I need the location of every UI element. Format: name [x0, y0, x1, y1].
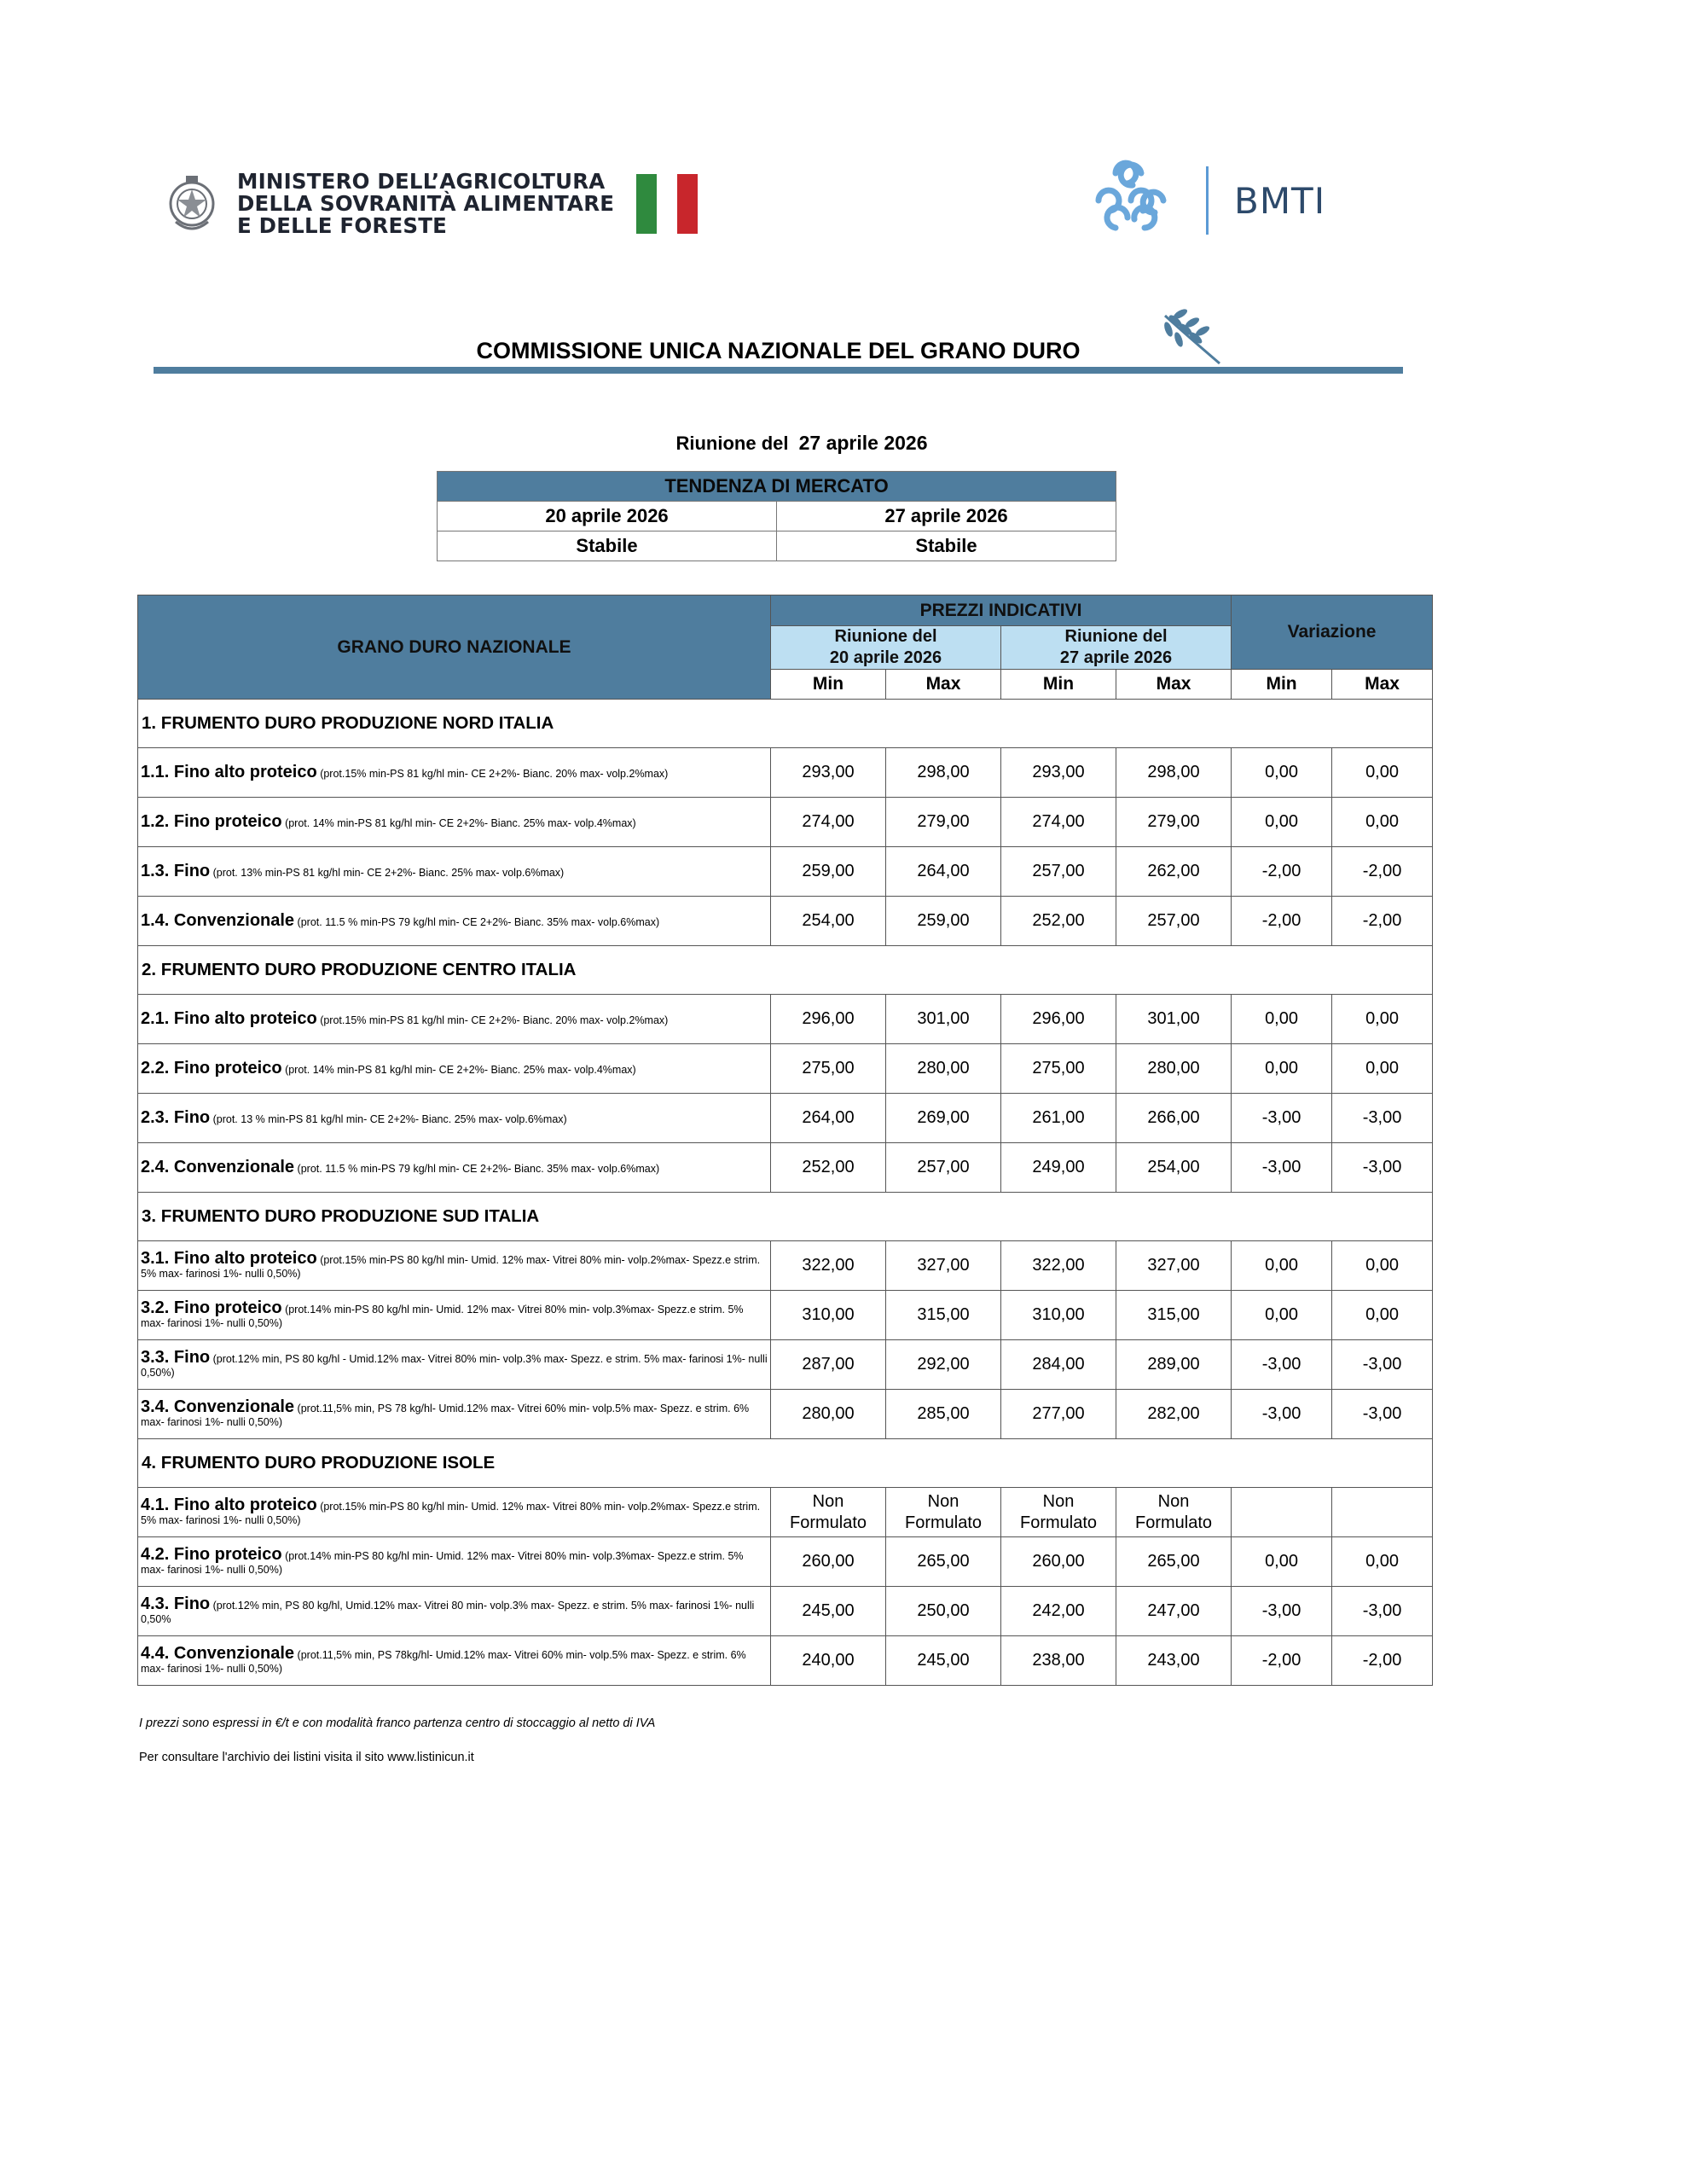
price-cell: 0,00 — [1232, 1291, 1332, 1340]
section-row — [138, 1193, 1433, 1241]
price-cell: -3,00 — [1332, 1390, 1433, 1439]
section-title: 4. FRUMENTO DURO PRODUZIONE ISOLE — [138, 1439, 1433, 1488]
table-row — [138, 798, 1433, 847]
price-cell: 292,00 — [886, 1340, 1001, 1390]
price-cell: 298,00 — [1116, 748, 1232, 798]
title-divider — [154, 367, 1403, 374]
price-cell: 264,00 — [771, 1094, 886, 1143]
price-cell: 0,00 — [1232, 748, 1332, 798]
price-cell: 254,00 — [771, 897, 886, 946]
product-spec: (prot.12% min, PS 80 kg/hl - Umid.12% max- Vitrei 80% min- volp.3% max- Spezz. e strim. 5% max- farinosi 1%- nulli 0,50%) — [141, 1352, 768, 1379]
price-cell: 249,00 — [1001, 1143, 1116, 1193]
price-cell: 238,00 — [1001, 1636, 1116, 1686]
price-cell: Non Formulato — [1001, 1488, 1116, 1537]
product-name: 2.2. Fino proteico — [141, 1058, 282, 1077]
product-spec: (prot.12% min, PS 80 kg/hl, Umid.12% max- Vitrei 80 min- volp.3% max- Spezz. e strim. 5% max- farinosi 1%- nulli 0,50% — [141, 1599, 755, 1625]
price-cell: 250,00 — [886, 1587, 1001, 1636]
product-label — [138, 748, 771, 798]
table-row — [138, 995, 1433, 1044]
price-cell: 293,00 — [1001, 748, 1116, 798]
min-header: Min — [771, 670, 886, 700]
product-label — [138, 897, 771, 946]
product-name: 2.4. Convenzionale — [141, 1157, 295, 1176]
product-label — [138, 1291, 771, 1340]
price-cell: -3,00 — [1332, 1143, 1433, 1193]
price-cell: 257,00 — [886, 1143, 1001, 1193]
price-cell: 282,00 — [1116, 1390, 1232, 1439]
product-label — [138, 1044, 771, 1094]
table-row — [138, 1488, 1433, 1537]
price-cell: 284,00 — [1001, 1340, 1116, 1390]
price-cell: 265,00 — [886, 1537, 1001, 1587]
price-cell: 315,00 — [886, 1291, 1001, 1340]
meeting-line — [426, 432, 1177, 455]
prices-header: PREZZI INDICATIVI — [771, 595, 1232, 626]
meeting-date: 27 aprile 2026 — [798, 432, 928, 454]
price-cell: 265,00 — [1116, 1537, 1232, 1587]
price-cell: 264,00 — [886, 847, 1001, 897]
price-cell: 298,00 — [886, 748, 1001, 798]
price-cell: 275,00 — [771, 1044, 886, 1094]
price-cell: 262,00 — [1116, 847, 1232, 897]
price-cell: 242,00 — [1001, 1587, 1116, 1636]
price-cell: 279,00 — [1116, 798, 1232, 847]
section-row — [138, 946, 1433, 995]
table-row — [138, 1291, 1433, 1340]
product-name: 2.1. Fino alto proteico — [141, 1008, 317, 1028]
price-cell: 266,00 — [1116, 1094, 1232, 1143]
price-cell — [1332, 1488, 1433, 1537]
price-cell: 254,00 — [1116, 1143, 1232, 1193]
trend-value-2: Stabile — [777, 531, 1116, 561]
price-cell: -3,00 — [1232, 1143, 1332, 1193]
price-cell: 252,00 — [1001, 897, 1116, 946]
product-name: 4.4. Convenzionale — [141, 1643, 295, 1663]
bmti-logo — [1081, 154, 1325, 247]
price-cell: 0,00 — [1232, 798, 1332, 847]
product-label — [138, 1537, 771, 1587]
product-name: 3.3. Fino — [141, 1347, 211, 1367]
meeting-1-header — [771, 626, 1001, 670]
table-row — [138, 1636, 1433, 1686]
price-cell: 280,00 — [1116, 1044, 1232, 1094]
price-cell: 274,00 — [1001, 798, 1116, 847]
product-spec: (prot.14% min-PS 80 kg/hl min- Umid. 12% max- Vitrei 80% min- volp.3%max- Spezz.e strim. 5% max- farinosi 1%- nulli 0,50%) — [141, 1303, 744, 1329]
wheat-icon — [1158, 307, 1226, 369]
price-cell: -2,00 — [1232, 897, 1332, 946]
product-spec: (prot.15% min-PS 81 kg/hl min- CE 2+2%- Bianc. 20% max- volp.2%max) — [320, 1014, 669, 1026]
price-cell: 0,00 — [1332, 1291, 1433, 1340]
section-title: 2. FRUMENTO DURO PRODUZIONE CENTRO ITALIA — [138, 946, 1433, 995]
price-cell: 277,00 — [1001, 1390, 1116, 1439]
price-cell: 322,00 — [1001, 1241, 1116, 1291]
trend-date-1: 20 aprile 2026 — [438, 502, 777, 531]
max-header: Max — [1332, 670, 1433, 700]
product-label — [138, 995, 771, 1044]
table-row — [138, 1044, 1433, 1094]
product-label — [138, 1340, 771, 1390]
trend-title: TENDENZA DI MERCATO — [438, 472, 1116, 502]
price-cell: 0,00 — [1332, 995, 1433, 1044]
product-spec: (prot. 14% min-PS 81 kg/hl min- CE 2+2%- Bianc. 25% max- volp.4%max) — [285, 816, 636, 829]
price-cell: Non Formulato — [886, 1488, 1001, 1537]
price-cell: 274,00 — [771, 798, 886, 847]
product-label — [138, 1390, 771, 1439]
price-cell: 315,00 — [1116, 1291, 1232, 1340]
price-cell: 259,00 — [771, 847, 886, 897]
meeting-label: Riunione del — [675, 433, 789, 454]
price-cell: 0,00 — [1232, 995, 1332, 1044]
table-row — [138, 1241, 1433, 1291]
page-title: COMMISSIONE UNICA NAZIONALE DEL GRANO DURO — [476, 338, 1081, 363]
table-row — [138, 1537, 1433, 1587]
product-name: 1.3. Fino — [141, 861, 211, 880]
meeting-2-header — [1001, 626, 1232, 670]
price-cell: 327,00 — [886, 1241, 1001, 1291]
section-row — [138, 1439, 1433, 1488]
product-spec: (prot.15% min-PS 81 kg/hl min- CE 2+2%- Bianc. 20% max- volp.2%max) — [320, 767, 669, 780]
bmti-name: BMTI — [1234, 179, 1326, 222]
product-name: 4.1. Fino alto proteico — [141, 1495, 317, 1514]
product-name: 4.3. Fino — [141, 1594, 211, 1613]
archive-note: Per consultare l'archivio dei listini visita il sito www.listinicun.it — [139, 1751, 474, 1764]
table-row — [138, 897, 1433, 946]
price-cell: 285,00 — [886, 1390, 1001, 1439]
price-cell: 259,00 — [886, 897, 1001, 946]
variation-header: Variazione — [1232, 595, 1433, 670]
price-cell: -3,00 — [1232, 1340, 1332, 1390]
product-name: 1.4. Convenzionale — [141, 910, 295, 930]
price-cell: 279,00 — [886, 798, 1001, 847]
product-label — [138, 1241, 771, 1291]
product-spec: (prot.11,5% min, PS 78 kg/hl- Umid.12% max- Vitrei 60% min- volp.5% max- Spezz. e strim. 6% max- farinosi 1%- nulli 0,50%) — [141, 1402, 750, 1428]
max-header: Max — [886, 670, 1001, 700]
price-table — [137, 595, 1433, 1686]
ministry-logo — [167, 167, 698, 241]
price-cell: -3,00 — [1232, 1390, 1332, 1439]
bmti-swirl-icon — [1081, 156, 1182, 245]
table-row — [138, 1094, 1433, 1143]
price-cell: 296,00 — [771, 995, 886, 1044]
product-spec: (prot. 11.5 % min-PS 79 kg/hl min- CE 2+2%- Bianc. 35% max- volp.6%max) — [297, 1162, 660, 1175]
meeting-1-label: Riunione del — [834, 627, 937, 646]
price-cell: 0,00 — [1332, 1044, 1433, 1094]
price-cell: 252,00 — [771, 1143, 886, 1193]
product-label — [138, 847, 771, 897]
price-cell: Non Formulato — [1116, 1488, 1232, 1537]
ministry-line-2: DELLA SOVRANITÀ ALIMENTARE — [237, 191, 615, 216]
table-row — [138, 1340, 1433, 1390]
table-row — [138, 1390, 1433, 1439]
price-cell: 0,00 — [1332, 1241, 1433, 1291]
product-name: 4.2. Fino proteico — [141, 1544, 282, 1564]
price-cell: -2,00 — [1232, 847, 1332, 897]
trend-value-1: Stabile — [438, 531, 777, 561]
price-cell — [1232, 1488, 1332, 1537]
emblem-icon — [167, 169, 217, 239]
product-spec: (prot.11,5% min, PS 78kg/hl- Umid.12% max- Vitrei 60% min- volp.5% max- Spezz. e strim. 6% max- farinosi 1%- nulli 0,50%) — [141, 1648, 746, 1675]
meeting-2-date: 27 aprile 2026 — [1059, 648, 1173, 667]
max-header: Max — [1116, 670, 1232, 700]
price-cell: 327,00 — [1116, 1241, 1232, 1291]
price-cell: 310,00 — [771, 1291, 886, 1340]
section-row — [138, 700, 1433, 748]
product-name: 3.4. Convenzionale — [141, 1397, 295, 1416]
product-label — [138, 798, 771, 847]
price-cell: 245,00 — [886, 1636, 1001, 1686]
table-row — [138, 1143, 1433, 1193]
product-header: GRANO DURO NAZIONALE — [138, 595, 771, 700]
price-cell: 275,00 — [1001, 1044, 1116, 1094]
product-name: 3.1. Fino alto proteico — [141, 1248, 317, 1268]
section-title: 1. FRUMENTO DURO PRODUZIONE NORD ITALIA — [138, 700, 1433, 748]
product-spec: (prot.15% min-PS 80 kg/hl min- Umid. 12% max- Vitrei 80% min- volp.2%max- Spezz.e strim. 5% max- farinosi 1%- nulli 0,50%) — [141, 1500, 761, 1526]
table-row — [138, 847, 1433, 897]
table-row — [138, 748, 1433, 798]
product-label — [138, 1094, 771, 1143]
price-cell: -3,00 — [1232, 1094, 1332, 1143]
product-label — [138, 1636, 771, 1686]
price-cell: -3,00 — [1332, 1340, 1433, 1390]
product-name: 1.2. Fino proteico — [141, 811, 282, 831]
price-cell: 257,00 — [1001, 847, 1116, 897]
price-cell: -2,00 — [1332, 897, 1433, 946]
price-cell: -3,00 — [1332, 1094, 1433, 1143]
price-cell: 310,00 — [1001, 1291, 1116, 1340]
price-cell: 0,00 — [1232, 1241, 1332, 1291]
price-note: I prezzi sono espressi in €/t e con modalità franco partenza centro di stoccaggio al netto di IVA — [139, 1716, 656, 1730]
product-spec: (prot. 11.5 % min-PS 79 kg/hl min- CE 2+2%- Bianc. 35% max- volp.6%max) — [297, 915, 660, 928]
product-name: 2.3. Fino — [141, 1107, 211, 1127]
product-spec: (prot.14% min-PS 80 kg/hl min- Umid. 12% max- Vitrei 80% min- volp.3%max- Spezz.e strim. 5% max- farinosi 1%- nulli 0,50%) — [141, 1549, 744, 1576]
price-cell: 280,00 — [886, 1044, 1001, 1094]
meeting-1-date: 20 aprile 2026 — [829, 648, 942, 667]
price-cell: 289,00 — [1116, 1340, 1232, 1390]
price-cell: 261,00 — [1001, 1094, 1116, 1143]
price-cell: -3,00 — [1332, 1587, 1433, 1636]
price-cell: 0,00 — [1332, 1537, 1433, 1587]
price-cell: 260,00 — [1001, 1537, 1116, 1587]
product-spec: (prot. 14% min-PS 81 kg/hl min- CE 2+2%- Bianc. 25% max- volp.4%max) — [285, 1063, 636, 1076]
meeting-2-label: Riunione del — [1064, 627, 1168, 646]
price-cell: 296,00 — [1001, 995, 1116, 1044]
price-cell: 243,00 — [1116, 1636, 1232, 1686]
price-cell: 0,00 — [1332, 748, 1433, 798]
price-cell: 240,00 — [771, 1636, 886, 1686]
product-name: 3.2. Fino proteico — [141, 1298, 282, 1317]
price-cell: 0,00 — [1232, 1537, 1332, 1587]
price-cell: 301,00 — [886, 995, 1001, 1044]
price-cell: 301,00 — [1116, 995, 1232, 1044]
ministry-name — [237, 171, 614, 237]
price-cell: 247,00 — [1116, 1587, 1232, 1636]
price-cell: 245,00 — [771, 1587, 886, 1636]
price-cell: -2,00 — [1232, 1636, 1332, 1686]
price-cell: 257,00 — [1116, 897, 1232, 946]
price-cell: -2,00 — [1332, 1636, 1433, 1686]
product-name: 1.1. Fino alto proteico — [141, 762, 317, 781]
ministry-line-3: E DELLE FORESTE — [237, 213, 448, 238]
product-spec: (prot.15% min-PS 80 kg/hl min- Umid. 12% max- Vitrei 80% min- volp.2%max- Spezz.e strim. 5% max- farinosi 1%- nulli 0,50%) — [141, 1253, 761, 1280]
italian-flag-icon — [636, 174, 698, 234]
product-label — [138, 1587, 771, 1636]
table-row — [138, 1587, 1433, 1636]
price-cell: -2,00 — [1332, 847, 1433, 897]
price-cell: 280,00 — [771, 1390, 886, 1439]
price-cell: 322,00 — [771, 1241, 886, 1291]
product-spec: (prot. 13% min-PS 81 kg/hl min- CE 2+2%- Bianc. 25% max- volp.6%max) — [212, 866, 565, 879]
price-cell: 269,00 — [886, 1094, 1001, 1143]
market-trend-table — [437, 471, 1116, 561]
product-label — [138, 1143, 771, 1193]
min-header: Min — [1232, 670, 1332, 700]
ministry-line-1: MINISTERO DELL’AGRICOLTURA — [237, 169, 606, 194]
price-cell: 0,00 — [1232, 1044, 1332, 1094]
product-spec: (prot. 13 % min-PS 81 kg/hl min- CE 2+2%- Bianc. 25% max- volp.6%max) — [212, 1112, 567, 1125]
section-title: 3. FRUMENTO DURO PRODUZIONE SUD ITALIA — [138, 1193, 1433, 1241]
price-cell: 287,00 — [771, 1340, 886, 1390]
price-cell: -3,00 — [1232, 1587, 1332, 1636]
price-cell: Non Formulato — [771, 1488, 886, 1537]
trend-date-2: 27 aprile 2026 — [777, 502, 1116, 531]
min-header: Min — [1001, 670, 1116, 700]
product-label — [138, 1488, 771, 1537]
price-cell: 0,00 — [1332, 798, 1433, 847]
price-cell: 293,00 — [771, 748, 886, 798]
price-cell: 260,00 — [771, 1537, 886, 1587]
